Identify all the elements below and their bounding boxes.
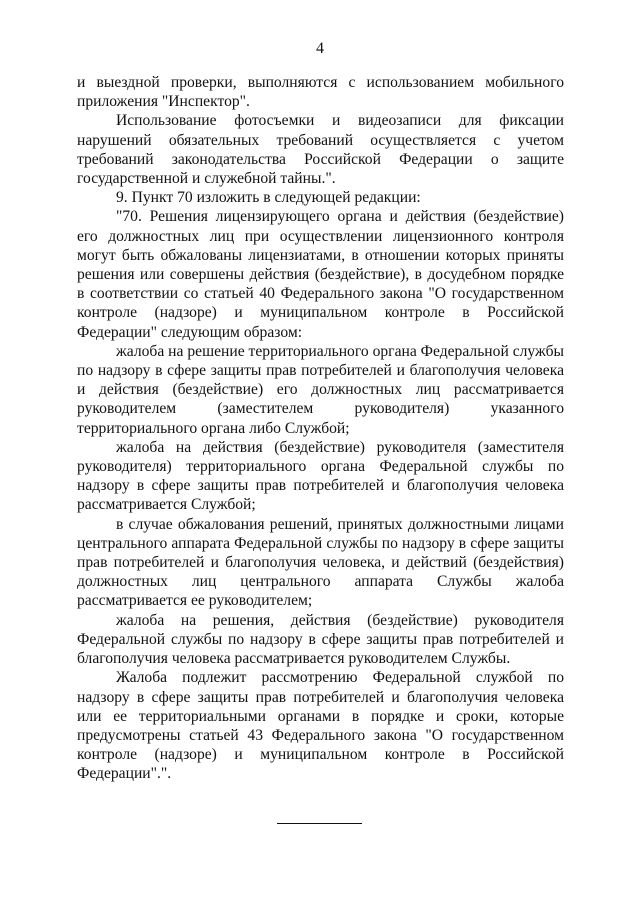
paragraph-6: жалоба на действия (бездействие) руководителя (заместителя руководителя) территориального органа Федеральной службы по надзору в сфере защиты прав потребителей и благополучия человека рассматривается Службой; (77, 438, 564, 514)
document-body (77, 73, 564, 784)
paragraph-5: жалоба на решение территориального органа Федеральной службы по надзору в сфере защиты прав потребителей и благополучия человека и действия (бездействие) его должностных лиц рассматривается руководителем (заместителем руководителя) указанного территориального органа либо Службой; (77, 342, 564, 437)
paragraph-4: "70. Решения лицензирующего органа и действия (бездействие) его должностных лиц при осуществлении лицензионного контроля могут быть обжалованы лицензиатами, в отношении которых приняты решения или совершены действия (бездействие), в досудебном порядке в соответствии со статьей 40 Федерального закона "О государственном контроле (надзоре) и муниципальном контроле в Российской Федерации" следующим образом: (77, 208, 564, 341)
end-divider-line (277, 823, 362, 824)
paragraph-7: в случае обжалования решений, принятых должностными лицами центрального аппарата Федеральной службы по надзору в сфере защиты прав потребителей и благополучия человека, и действий (бездействия) должностных лиц центрального аппарата Службы жалоба рассматривается ее руководителем; (77, 515, 564, 610)
paragraph-1: и выездной проверки, выполняются с использованием мобильного приложения "Инспектор". (77, 74, 564, 111)
paragraph-9: Жалоба подлежит рассмотрению Федеральной службой по надзору в сфере защиты прав потребителей и благополучия человека или ее территориальными органами в порядке и сроки, которые предусмотрены статьей 43 Федерального закона "О государственном контроле (надзоре) и муниципальном контроле в Российской Федерации".". (77, 669, 564, 783)
paragraph-2: Использование фотосъемки и видеозаписи для фиксации нарушений обязательных требований осуществляется с учетом требований законодательства Российской Федерации о защите государственной и служебной тайны.". (77, 112, 564, 188)
paragraph-3: 9. Пункт 70 изложить в следующей редакции: (116, 189, 421, 207)
paragraph-8: жалоба на решения, действия (бездействие) руководителя Федеральной службы по надзору в сфере защиты прав потребителей и благополучия человека рассматривается руководителем Службы. (77, 611, 564, 668)
page-number: 4 (316, 40, 324, 57)
